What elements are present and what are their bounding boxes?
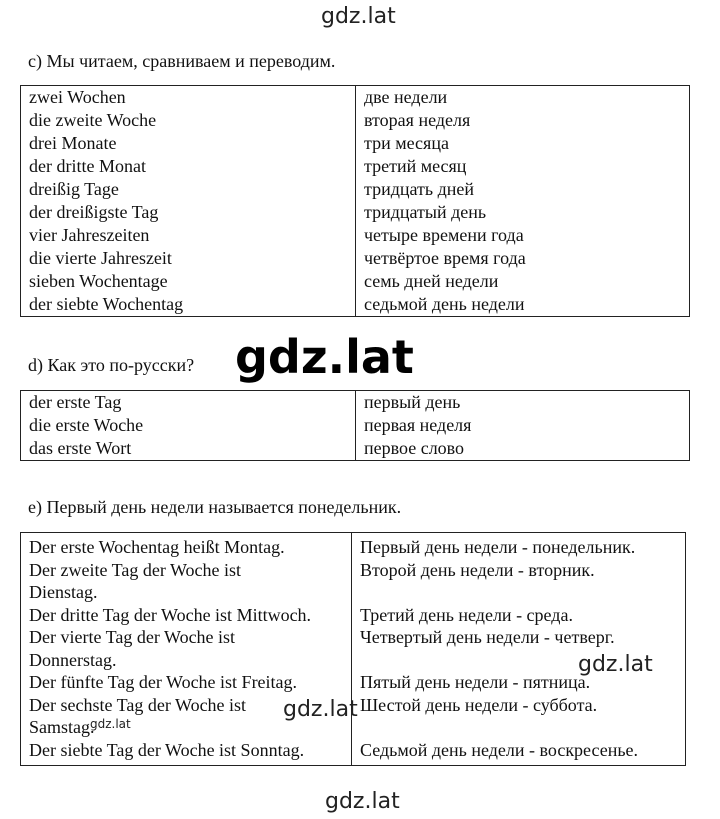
table-row bbox=[21, 247, 690, 270]
german-cell bbox=[21, 671, 352, 694]
russian-cell: вторая неделя bbox=[364, 110, 471, 130]
german-cell: sieben Wochentage bbox=[21, 270, 356, 293]
table-row bbox=[21, 224, 690, 247]
german-cell: vier Jahreszeiten bbox=[21, 224, 356, 247]
german-cell: die erste Woche bbox=[21, 414, 356, 437]
table-row bbox=[21, 391, 690, 415]
russian-cell: семь дней недели bbox=[364, 271, 499, 291]
german-cell bbox=[21, 604, 352, 627]
table-row bbox=[21, 201, 690, 224]
russian-cell: тридцать дней bbox=[364, 179, 475, 199]
table-row bbox=[21, 293, 690, 317]
table-row bbox=[21, 437, 690, 461]
russian-cell: Третий день недели - среда. bbox=[360, 604, 573, 625]
section-d-heading: d) Как это по-русски? bbox=[28, 355, 195, 375]
russian-cell: Седьмой день недели - воскресенье. bbox=[360, 739, 639, 760]
german-cell: zwei Wochen bbox=[21, 86, 356, 110]
table-row bbox=[21, 739, 686, 766]
russian-cell: Первый день недели - понедельник. bbox=[360, 537, 636, 557]
german-cell: die zweite Woche bbox=[21, 109, 356, 132]
russian-cell: первая неделя bbox=[364, 415, 472, 435]
table-row bbox=[21, 178, 690, 201]
table-row bbox=[21, 533, 686, 559]
german-cell: der dritte Monat bbox=[21, 155, 356, 178]
german-cell: der siebte Wochentag bbox=[21, 293, 356, 317]
german-cell: dreißig Tage bbox=[21, 178, 356, 201]
section-c-heading: c) Мы читаем, сравниваем и переводим. bbox=[28, 51, 336, 71]
german-cell: der erste Tag bbox=[21, 391, 356, 415]
russian-cell: тридцатый день bbox=[364, 202, 487, 222]
table-row bbox=[21, 155, 690, 178]
watermark-center: gdz.lat bbox=[283, 697, 358, 722]
russian-cell: первое слово bbox=[364, 438, 465, 458]
table-row bbox=[21, 414, 690, 437]
russian-cell: четвёртое время года bbox=[364, 248, 526, 268]
german-cell: das erste Wort bbox=[21, 437, 356, 461]
german-line: Der siebte Tag der Woche ist Sonntag. bbox=[29, 739, 305, 760]
german-line: Samstag. bbox=[29, 717, 95, 737]
russian-cell: четыре времени года bbox=[364, 225, 524, 245]
watermark-top: gdz.lat bbox=[321, 4, 396, 29]
german-line: Der sechste Tag der Woche ist bbox=[29, 694, 247, 715]
table-row bbox=[21, 109, 690, 132]
section-c-table bbox=[20, 85, 690, 317]
german-line: Der zweite Tag der Woche ist bbox=[29, 559, 242, 580]
german-cell: die vierte Jahreszeit bbox=[21, 247, 356, 270]
german-line: Der dritte Tag der Woche ist Mittwoch. bbox=[29, 604, 312, 625]
section-c-rows bbox=[21, 86, 690, 317]
german-line: Der erste Wochentag heißt Montag. bbox=[29, 537, 285, 557]
russian-cell: Пятый день недели - пятница. bbox=[360, 672, 591, 692]
table-row bbox=[21, 270, 690, 293]
russian-cell: третий месяц bbox=[364, 156, 467, 176]
section-e-heading: e) Первый день недели называется понедельник. bbox=[28, 497, 402, 517]
table-row bbox=[21, 604, 686, 627]
russian-cell: первый день bbox=[364, 392, 461, 412]
watermark-bottom: gdz.lat bbox=[325, 789, 400, 814]
russian-cell: Шестой день недели - суббота. bbox=[360, 694, 598, 715]
section-d-table bbox=[20, 390, 690, 461]
german-cell bbox=[21, 559, 352, 604]
german-cell: drei Monate bbox=[21, 132, 356, 155]
russian-cell: три месяца bbox=[364, 133, 449, 153]
watermark-middle-large: gdz.lat bbox=[235, 330, 414, 384]
german-cell: der dreißigste Tag bbox=[21, 201, 356, 224]
russian-cell: две недели bbox=[364, 87, 448, 107]
watermark-small: gdz.lat bbox=[90, 717, 131, 731]
german-line: Dienstag. bbox=[29, 582, 98, 602]
german-line: Donnerstag. bbox=[29, 649, 117, 670]
german-line: Der vierte Tag der Woche ist bbox=[29, 627, 236, 647]
german-cell bbox=[21, 739, 352, 766]
table-row bbox=[21, 86, 690, 110]
german-cell bbox=[21, 626, 352, 671]
german-cell bbox=[21, 533, 352, 559]
russian-cell: Второй день недели - вторник. bbox=[360, 559, 595, 580]
russian-cell: седьмой день недели bbox=[364, 294, 525, 314]
table-row bbox=[21, 559, 686, 604]
russian-cell: Четвертый день недели - четверг. bbox=[360, 627, 615, 647]
section-d-rows bbox=[21, 391, 690, 461]
german-line: Der fünfte Tag der Woche ist Freitag. bbox=[29, 672, 298, 692]
watermark-right: gdz.lat bbox=[578, 652, 653, 677]
table-row bbox=[21, 132, 690, 155]
